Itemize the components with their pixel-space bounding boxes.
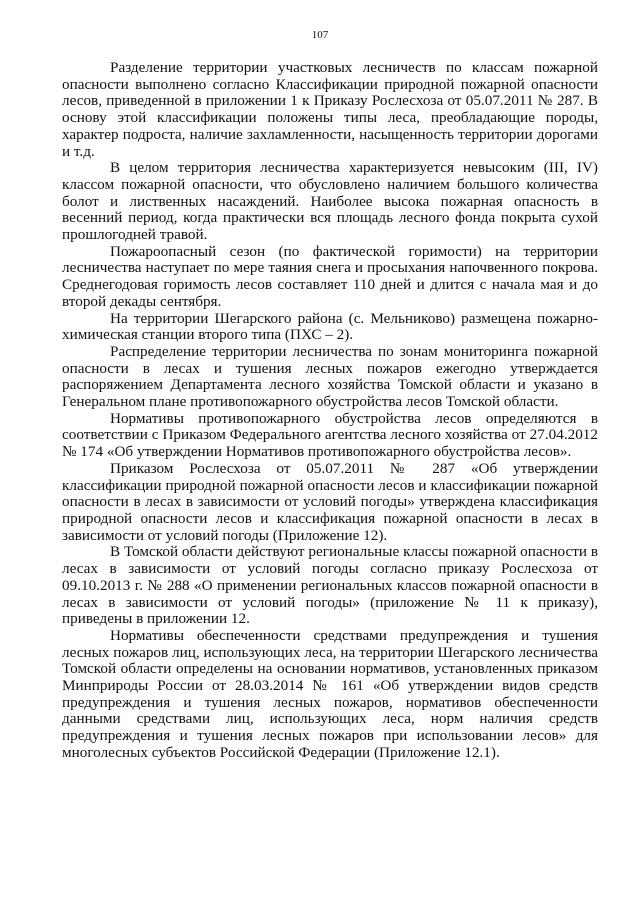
paragraph-regional-classes: В Томской области действуют региональные классы пожарной опасности в лесах в зависимости от условий погоды согласно приказу Рослесхоза от 09.10.2013 г. № 288 «О применении региональных классов пожарной опасности в лесах в зависимости от условий погоды» (приложение № 11 к приказу), приведены в приложении 12. <box>62 543 598 628</box>
paragraph-equipment-norms: Нормативы обеспеченности средствами предупреждения и тушения лесных пожаров лиц, использующих леса, на территории Шегарского лесничества Томской области определены на основании нормативов, установленных приказом Минприроды России от 28.03.2014 № 161 «Об утверждении видов средств предупреждения и тушения лесных пожаров, нормативов обеспеченности данными средствами лиц, использующих леса, норм наличия средств предупреждения и тушения лесных пожаров при использовании лесов» для многолесных субъектов Российской Федерации (Приложение 12.1). <box>62 626 598 761</box>
page-number: 107 <box>311 29 329 41</box>
document-body <box>62 60 598 762</box>
paragraph-monitoring-zones: Распределение территории лесничества по зонам мониторинга пожарной опасности в лесах и тушения лесных пожаров ежегодно утверждается распоряжением Департамента лесного хозяйства Томской области и указано в Генеральном плане противопожарного обустройства лесов Томской области. <box>62 342 598 411</box>
paragraph-fire-season: Пожароопасный сезон (по фактической горимости) на территории лесничества наступает по мере таяния снега и просыхания напочвенного покрова. Среднегодовая горимость лесов составляет 110 дней и длится с начала мая и до второй декады сентября. <box>62 242 598 310</box>
paragraph-fire-station: На территории Шегарского района (с. Мельниково) размещена пожарно-химическая станции второго типа (ПХС – 2). <box>62 309 598 344</box>
paragraph-fire-classes: Разделение территории участковых лесничеств по классам пожарной опасности выполнено согласно Классификации природной пожарной опасности лесов, приведенной в приложении 1 к Приказу Рослесхоза от 05.07.2011 № 287. В основу этой классификации положены типы леса, преобладающие породы, характер подроста, наличие захламленности, насыщенность территории дорогами и т.д. <box>62 59 598 160</box>
paragraph-order-287: Приказом Рослесхоза от 05.07.2011 № 287 «Об утверждении классификации природной пожарной опасности лесов и классификации пожарной опасности в лесах в зависимости от условий погоды» утверждена классификация природной опасности лесов и классификация пожарной опасности в лесах в зависимости от условий погоды (Приложение 12). <box>62 459 598 544</box>
paragraph-fire-danger-level: В целом территория лесничества характеризуется невысоким (III, IV) классом пожарной опасности, что обусловлено наличием большого количества болот и лиственных насаждений. Наиболее высока пожарная опасность в весенний период, когда практически вся площадь лесного фонда покрыта сухой прошлогодней травой. <box>62 159 598 244</box>
paragraph-fire-norms: Нормативы противопожарного обустройства лесов определяются в соответствии с Приказом Федерального агентства лесного хозяйства от 27.04.2012 № 174 «Об утверждении Нормативов противопожарного обустройства лесов». <box>62 409 598 461</box>
